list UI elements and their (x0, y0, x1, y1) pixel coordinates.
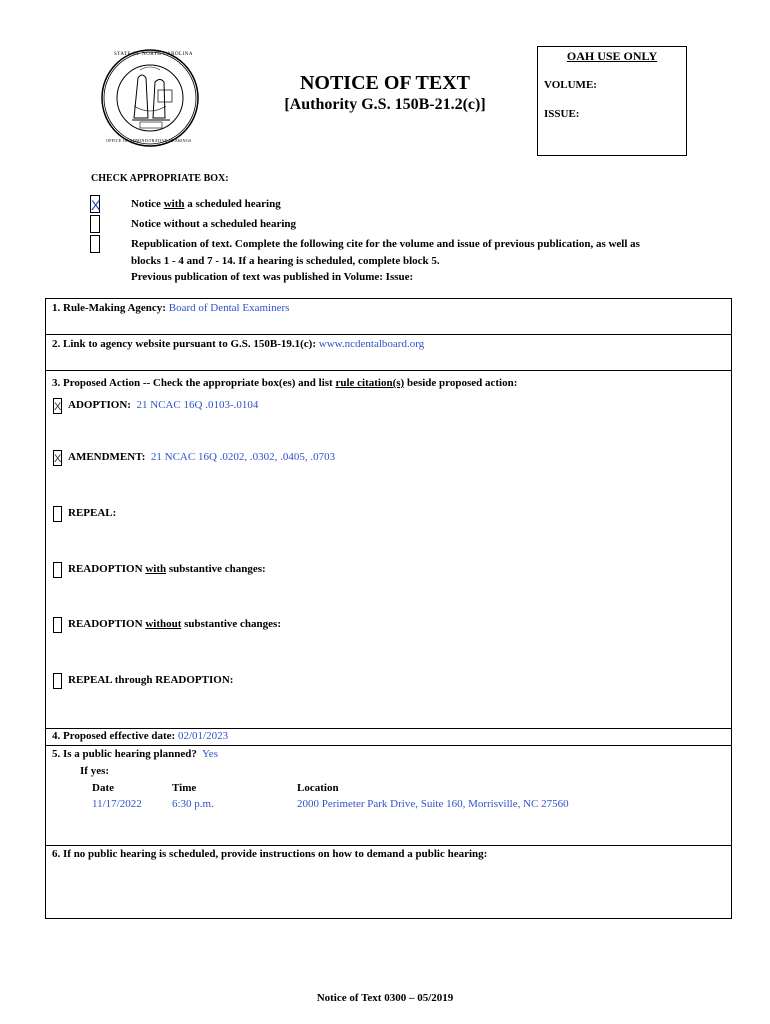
repeal-label: REPEAL: (68, 507, 117, 519)
divider (45, 334, 732, 335)
page-footer: Notice of Text 0300 – 05/2019 (316, 992, 454, 1004)
republication-checkbox[interactable] (90, 235, 100, 253)
block-2-agency-link: 2. Link to agency website pursuant to G.S. 150B-19.1(c): www.ncdentalboard.org (52, 338, 425, 350)
authority-citation: [Authority G.S. 150B-21.2(c)] (284, 96, 486, 113)
hearing-date-header: Date (92, 782, 114, 794)
hearing-location-header: Location (297, 782, 339, 794)
check-box-heading: CHECK APPROPRIATE BOX: (91, 173, 229, 184)
repeal-checkbox[interactable] (53, 506, 62, 522)
oah-title: OAH USE ONLY (566, 49, 658, 63)
notice-with-hearing-checkbox[interactable]: X (91, 197, 101, 213)
amendment-citation[interactable]: 21 NCAC 16Q .0202, .0302, .0405, .0703 (150, 451, 336, 463)
amendment-row: AMENDMENT: 21 NCAC 16Q .0202, .0302, .0405, .0703 (68, 451, 336, 463)
readoption-with-checkbox[interactable] (53, 562, 62, 578)
if-yes-label: If yes: (80, 765, 110, 777)
effective-date-value[interactable]: 02/01/2023 (177, 730, 229, 742)
repeal-through-readoption-checkbox[interactable] (53, 673, 62, 689)
notice-without-hearing-checkbox[interactable] (90, 215, 100, 233)
block-1-rule-making-agency: 1. Rule-Making Agency: Board of Dental Examiners (52, 302, 290, 314)
divider (45, 370, 732, 371)
adoption-checkbox[interactable]: X (53, 398, 62, 414)
hearing-date-value[interactable]: 11/17/2022 (92, 798, 142, 810)
oah-issue-label: ISSUE: (544, 108, 580, 120)
readoption-without-label: READOPTION without substantive changes: (68, 618, 281, 630)
readoption-without-checkbox[interactable] (53, 617, 62, 633)
readoption-with-label: READOPTION with substantive changes: (68, 563, 266, 575)
block-6-demand-hearing: 6. If no public hearing is scheduled, provide instructions on how to demand a public hearing: (52, 848, 488, 860)
oah-volume-label: VOLUME: (544, 79, 597, 91)
block-4-effective-date: 4. Proposed effective date: 02/01/2023 (52, 730, 229, 742)
notice-without-hearing-label: Notice without a scheduled hearing (131, 218, 296, 230)
adoption-citation[interactable]: 21 NCAC 16Q .0103-.0104 (136, 399, 259, 411)
agency-value[interactable]: Board of Dental Examiners (168, 302, 290, 314)
divider (45, 845, 732, 846)
notice-with-hearing-label: Notice with a scheduled hearing (131, 198, 281, 210)
adoption-row: ADOPTION: 21 NCAC 16Q .0103-.0104 (68, 399, 259, 411)
hearing-time-value[interactable]: 6:30 p.m. (172, 798, 214, 810)
republication-label: Republication of text. Complete the following cite for the volume and issue of previous publication, as well as (131, 238, 640, 250)
amendment-checkbox[interactable]: X (53, 450, 62, 466)
republication-label-line3: Previous publication of text was published in Volume: Issue: (131, 271, 414, 283)
public-hearing-value[interactable]: Yes (201, 748, 218, 760)
divider (45, 745, 732, 746)
agency-website-link[interactable]: www.ncdentalboard.org (318, 338, 425, 350)
form-blocks (45, 298, 732, 919)
state-seal: STATE OF NORTH CAROLINA OFFICE OF ADMINISTRATIVE HEARINGS (100, 48, 200, 148)
repeal-through-readoption-label: REPEAL through READOPTION: (68, 674, 234, 686)
block-3-proposed-action: 3. Proposed Action -- Check the appropriate box(es) and list rule citation(s) beside proposed action: (52, 377, 518, 389)
block-5-public-hearing: 5. Is a public hearing planned? Yes (52, 748, 218, 760)
page-title: NOTICE OF TEXT (299, 72, 471, 94)
oah-use-only-box (537, 46, 687, 156)
hearing-location-value[interactable]: 2000 Perimeter Park Drive, Suite 160, Morrisville, NC 27560 (297, 798, 569, 810)
divider (45, 728, 732, 729)
republication-label-line2: blocks 1 - 4 and 7 - 14. If a hearing is scheduled, complete block 5. (131, 255, 440, 267)
hearing-time-header: Time (172, 782, 197, 794)
